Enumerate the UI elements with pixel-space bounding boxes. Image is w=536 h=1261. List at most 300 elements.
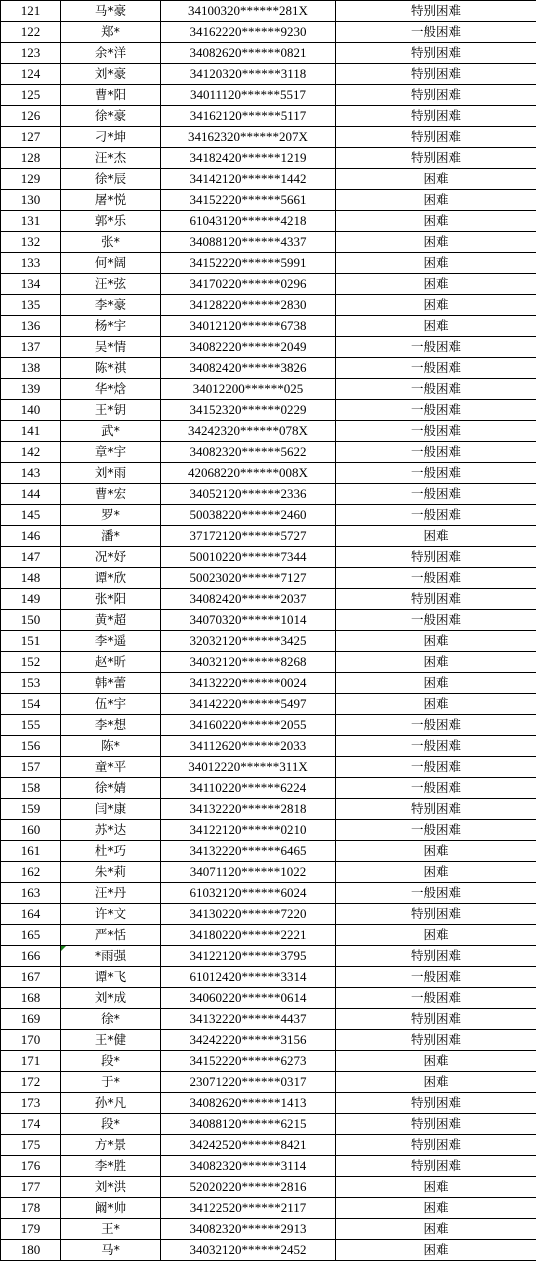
difficulty-level-cell[interactable]: 特别困难 <box>336 946 536 967</box>
name-cell[interactable]: 曹*宏 <box>61 484 161 505</box>
id-number-cell[interactable]: 34180220******2221 <box>161 925 336 946</box>
name-cell[interactable]: 孙*凡 <box>61 1093 161 1114</box>
difficulty-level-cell[interactable]: 特别困难 <box>336 1093 536 1114</box>
table-row <box>1 610 536 631</box>
row-number-cell[interactable]: 155 <box>1 715 61 736</box>
table-row <box>1 274 536 295</box>
table-row <box>1 715 536 736</box>
id-number-cell[interactable]: 34142220******5497 <box>161 694 336 715</box>
difficulty-level-cell[interactable]: 困难 <box>336 1177 536 1198</box>
name-cell[interactable]: 郑* <box>61 22 161 43</box>
id-number-cell[interactable]: 42068220******008X <box>161 463 336 484</box>
table-row <box>1 1 536 22</box>
row-number-cell[interactable]: 131 <box>1 211 61 232</box>
id-number-cell[interactable]: 34128220******2830 <box>161 295 336 316</box>
id-number-cell[interactable]: 50038220******2460 <box>161 505 336 526</box>
name-cell[interactable]: 苏*达 <box>61 820 161 841</box>
table-row <box>1 232 536 253</box>
id-number-cell[interactable]: 34032120******8268 <box>161 652 336 673</box>
row-number-cell[interactable]: 148 <box>1 568 61 589</box>
table-row <box>1 505 536 526</box>
difficulty-level-cell[interactable]: 一般困难 <box>336 484 536 505</box>
id-number-cell[interactable]: 34162220******9230 <box>161 22 336 43</box>
difficulty-level-cell[interactable]: 一般困难 <box>336 715 536 736</box>
row-number-cell[interactable]: 179 <box>1 1219 61 1240</box>
table-row <box>1 820 536 841</box>
difficulty-level-cell[interactable]: 一般困难 <box>336 883 536 904</box>
id-number-cell[interactable]: 34170220******0296 <box>161 274 336 295</box>
row-number-cell[interactable]: 157 <box>1 757 61 778</box>
difficulty-level-cell[interactable]: 困难 <box>336 694 536 715</box>
table-row <box>1 1051 536 1072</box>
table-row <box>1 190 536 211</box>
difficulty-level-cell[interactable]: 困难 <box>336 862 536 883</box>
id-number-cell[interactable]: 61012420******3314 <box>161 967 336 988</box>
table-row <box>1 946 536 967</box>
name-cell[interactable]: 况*妤 <box>61 547 161 568</box>
name-cell[interactable]: 李*遥 <box>61 631 161 652</box>
row-number-cell[interactable]: 136 <box>1 316 61 337</box>
name-cell[interactable]: 罗* <box>61 505 161 526</box>
id-number-cell[interactable]: 34012200******025 <box>161 379 336 400</box>
id-number-cell[interactable]: 34122520******2117 <box>161 1198 336 1219</box>
id-number-cell[interactable]: 34088120******6215 <box>161 1114 336 1135</box>
name-cell[interactable]: 谭*欣 <box>61 568 161 589</box>
id-number-cell[interactable]: 23071220******0317 <box>161 1072 336 1093</box>
table-row <box>1 757 536 778</box>
table-row <box>1 1030 536 1051</box>
row-number-cell[interactable]: 122 <box>1 22 61 43</box>
name-cell[interactable]: 刘*洪 <box>61 1177 161 1198</box>
difficulty-level-cell[interactable]: 特别困难 <box>336 589 536 610</box>
name-cell[interactable]: 何*阔 <box>61 253 161 274</box>
name-cell[interactable]: 华*焓 <box>61 379 161 400</box>
table-row <box>1 106 536 127</box>
difficulty-level-cell[interactable]: 一般困难 <box>336 988 536 1009</box>
id-number-cell[interactable]: 34242320******078X <box>161 421 336 442</box>
row-number-cell[interactable]: 125 <box>1 85 61 106</box>
name-cell[interactable]: 潘* <box>61 526 161 547</box>
name-cell[interactable]: 伍*宇 <box>61 694 161 715</box>
row-number-cell[interactable]: 166 <box>1 946 61 967</box>
row-number-cell[interactable]: 169 <box>1 1009 61 1030</box>
difficulty-level-cell[interactable]: 困难 <box>336 1072 536 1093</box>
difficulty-level-cell[interactable]: 特别困难 <box>336 85 536 106</box>
id-number-cell[interactable]: 34152220******5991 <box>161 253 336 274</box>
difficulty-level-cell[interactable]: 一般困难 <box>336 967 536 988</box>
difficulty-level-cell[interactable]: 特别困难 <box>336 1156 536 1177</box>
row-number-cell[interactable]: 128 <box>1 148 61 169</box>
table-row <box>1 211 536 232</box>
table-row <box>1 904 536 925</box>
id-number-cell[interactable]: 34112620******2033 <box>161 736 336 757</box>
name-cell[interactable]: *雨强 <box>61 946 161 967</box>
table-row <box>1 1177 536 1198</box>
id-number-cell[interactable]: 34052120******2336 <box>161 484 336 505</box>
table-row <box>1 442 536 463</box>
row-number-cell[interactable]: 165 <box>1 925 61 946</box>
id-number-cell[interactable]: 34032120******2452 <box>161 1240 336 1261</box>
difficulty-level-cell[interactable]: 特别困难 <box>336 904 536 925</box>
id-number-cell[interactable]: 34082420******2037 <box>161 589 336 610</box>
difficulty-level-cell[interactable]: 一般困难 <box>336 505 536 526</box>
name-cell[interactable]: 方*景 <box>61 1135 161 1156</box>
difficulty-level-cell[interactable]: 困难 <box>336 295 536 316</box>
id-number-cell[interactable]: 34162320******207X <box>161 127 336 148</box>
name-cell[interactable]: 武* <box>61 421 161 442</box>
name-cell[interactable]: 刘*成 <box>61 988 161 1009</box>
row-number-cell[interactable]: 158 <box>1 778 61 799</box>
table-row <box>1 526 536 547</box>
difficulty-level-cell[interactable]: 特别困难 <box>336 1 536 22</box>
table-row <box>1 547 536 568</box>
row-number-cell[interactable]: 161 <box>1 841 61 862</box>
id-number-cell[interactable]: 34182420******1219 <box>161 148 336 169</box>
name-cell[interactable]: 于* <box>61 1072 161 1093</box>
row-number-cell[interactable]: 159 <box>1 799 61 820</box>
row-number-cell[interactable]: 176 <box>1 1156 61 1177</box>
row-number-cell[interactable]: 123 <box>1 43 61 64</box>
difficulty-level-cell[interactable]: 特别困难 <box>336 64 536 85</box>
difficulty-level-cell[interactable]: 特别困难 <box>336 799 536 820</box>
difficulty-level-cell[interactable]: 一般困难 <box>336 358 536 379</box>
row-number-cell[interactable]: 167 <box>1 967 61 988</box>
id-number-cell[interactable]: 34120320******3118 <box>161 64 336 85</box>
id-number-cell[interactable]: 34012120******6738 <box>161 316 336 337</box>
difficulty-level-cell[interactable]: 困难 <box>336 631 536 652</box>
table-row <box>1 337 536 358</box>
difficulty-level-cell[interactable]: 特别困难 <box>336 1009 536 1030</box>
id-number-cell[interactable]: 34132220******2818 <box>161 799 336 820</box>
name-cell[interactable]: 严*恬 <box>61 925 161 946</box>
difficulty-level-cell[interactable]: 一般困难 <box>336 778 536 799</box>
id-number-cell[interactable]: 34070320******1014 <box>161 610 336 631</box>
table-row <box>1 400 536 421</box>
name-cell[interactable]: 刁*坤 <box>61 127 161 148</box>
row-number-cell[interactable]: 172 <box>1 1072 61 1093</box>
difficulty-level-cell[interactable]: 困难 <box>336 841 536 862</box>
difficulty-level-cell[interactable]: 困难 <box>336 652 536 673</box>
difficulty-level-cell[interactable]: 特别困难 <box>336 43 536 64</box>
difficulty-level-cell[interactable]: 一般困难 <box>336 22 536 43</box>
name-cell[interactable]: 李*胜 <box>61 1156 161 1177</box>
difficulty-level-cell[interactable]: 特别困难 <box>336 148 536 169</box>
table-row <box>1 652 536 673</box>
name-cell[interactable]: 段* <box>61 1051 161 1072</box>
difficulty-level-cell[interactable]: 一般困难 <box>336 400 536 421</box>
name-cell[interactable]: 阚*帅 <box>61 1198 161 1219</box>
difficulty-level-cell[interactable]: 困难 <box>336 526 536 547</box>
id-number-cell[interactable]: 34082220******2049 <box>161 337 336 358</box>
table-row <box>1 1156 536 1177</box>
row-number-cell[interactable]: 132 <box>1 232 61 253</box>
id-number-cell[interactable]: 34082620******1413 <box>161 1093 336 1114</box>
id-number-cell[interactable]: 34082620******0821 <box>161 43 336 64</box>
id-number-cell[interactable]: 34071120******1022 <box>161 862 336 883</box>
row-number-cell[interactable]: 153 <box>1 673 61 694</box>
difficulty-level-cell[interactable]: 困难 <box>336 316 536 337</box>
difficulty-level-cell[interactable]: 困难 <box>336 673 536 694</box>
name-cell[interactable]: 张* <box>61 232 161 253</box>
id-number-cell[interactable]: 34132220******0024 <box>161 673 336 694</box>
row-number-cell[interactable]: 170 <box>1 1030 61 1051</box>
id-number-cell[interactable]: 34012220******311X <box>161 757 336 778</box>
difficulty-level-cell[interactable]: 一般困难 <box>336 463 536 484</box>
table-row <box>1 148 536 169</box>
table-row <box>1 169 536 190</box>
row-number-cell[interactable]: 139 <box>1 379 61 400</box>
table-row <box>1 925 536 946</box>
row-number-cell[interactable]: 144 <box>1 484 61 505</box>
table-row <box>1 568 536 589</box>
table-row <box>1 841 536 862</box>
name-cell[interactable]: 余*洋 <box>61 43 161 64</box>
table-row <box>1 22 536 43</box>
table-row <box>1 127 536 148</box>
name-cell[interactable]: 张*阳 <box>61 589 161 610</box>
difficulty-level-cell[interactable]: 特别困难 <box>336 106 536 127</box>
name-cell[interactable]: 杨*宇 <box>61 316 161 337</box>
table-row <box>1 1009 536 1030</box>
difficulty-level-cell[interactable]: 一般困难 <box>336 610 536 631</box>
name-cell[interactable]: 徐*豪 <box>61 106 161 127</box>
name-cell[interactable]: 刘*雨 <box>61 463 161 484</box>
row-number-cell[interactable]: 145 <box>1 505 61 526</box>
difficulty-level-cell[interactable]: 特别困难 <box>336 547 536 568</box>
id-number-cell[interactable]: 34082320******2913 <box>161 1219 336 1240</box>
table-row <box>1 358 536 379</box>
table-row <box>1 1072 536 1093</box>
row-number-cell[interactable]: 171 <box>1 1051 61 1072</box>
difficulty-level-cell[interactable]: 困难 <box>336 1051 536 1072</box>
name-cell[interactable]: 赵*昕 <box>61 652 161 673</box>
difficulty-level-cell[interactable]: 一般困难 <box>336 820 536 841</box>
table-row <box>1 1114 536 1135</box>
difficulty-level-cell[interactable]: 困难 <box>336 232 536 253</box>
row-number-cell[interactable]: 141 <box>1 421 61 442</box>
difficulty-level-cell[interactable]: 一般困难 <box>336 568 536 589</box>
table-row <box>1 1219 536 1240</box>
name-cell[interactable]: 陈*祺 <box>61 358 161 379</box>
name-cell[interactable]: 徐* <box>61 1009 161 1030</box>
table-body <box>1 1 536 1261</box>
name-cell[interactable]: 曹*阳 <box>61 85 161 106</box>
row-number-cell[interactable]: 149 <box>1 589 61 610</box>
id-number-cell[interactable]: 34152220******6273 <box>161 1051 336 1072</box>
table-row <box>1 379 536 400</box>
table-row <box>1 463 536 484</box>
name-cell[interactable]: 屠*悦 <box>61 190 161 211</box>
table-row <box>1 694 536 715</box>
row-number-cell[interactable]: 175 <box>1 1135 61 1156</box>
row-number-cell[interactable]: 163 <box>1 883 61 904</box>
id-number-cell[interactable]: 34130220******7220 <box>161 904 336 925</box>
table-row <box>1 631 536 652</box>
id-number-cell[interactable]: 34122120******3795 <box>161 946 336 967</box>
name-cell[interactable]: 闫*康 <box>61 799 161 820</box>
id-number-cell[interactable]: 34162120******5117 <box>161 106 336 127</box>
table-row <box>1 673 536 694</box>
id-number-cell[interactable]: 32032120******3425 <box>161 631 336 652</box>
row-number-cell[interactable]: 164 <box>1 904 61 925</box>
id-number-cell[interactable]: 34088120******4337 <box>161 232 336 253</box>
name-cell[interactable]: 段* <box>61 1114 161 1135</box>
difficulty-level-cell[interactable]: 困难 <box>336 190 536 211</box>
row-number-cell[interactable]: 147 <box>1 547 61 568</box>
name-cell[interactable]: 杜*巧 <box>61 841 161 862</box>
id-number-cell[interactable]: 61043120******4218 <box>161 211 336 232</box>
name-cell[interactable]: 马* <box>61 1240 161 1261</box>
name-cell[interactable]: 王*钥 <box>61 400 161 421</box>
table-row <box>1 1093 536 1114</box>
id-number-cell[interactable]: 34100320******281X <box>161 1 336 22</box>
row-number-cell[interactable]: 124 <box>1 64 61 85</box>
row-number-cell[interactable]: 130 <box>1 190 61 211</box>
row-number-cell[interactable]: 140 <box>1 400 61 421</box>
row-number-cell[interactable]: 146 <box>1 526 61 547</box>
difficulty-level-cell[interactable]: 困难 <box>336 1219 536 1240</box>
difficulty-level-cell[interactable]: 一般困难 <box>336 421 536 442</box>
table-row <box>1 1135 536 1156</box>
name-cell[interactable]: 童*平 <box>61 757 161 778</box>
row-number-cell[interactable]: 173 <box>1 1093 61 1114</box>
name-cell[interactable]: 李*豪 <box>61 295 161 316</box>
name-cell[interactable]: 徐*辰 <box>61 169 161 190</box>
row-number-cell[interactable]: 178 <box>1 1198 61 1219</box>
table-row <box>1 778 536 799</box>
table-row <box>1 799 536 820</box>
id-number-cell[interactable]: 34152320******0229 <box>161 400 336 421</box>
name-cell[interactable]: 郭*乐 <box>61 211 161 232</box>
name-cell[interactable]: 许*文 <box>61 904 161 925</box>
name-cell[interactable]: 陈* <box>61 736 161 757</box>
id-number-cell[interactable]: 52020220******2816 <box>161 1177 336 1198</box>
row-number-cell[interactable]: 151 <box>1 631 61 652</box>
id-number-cell[interactable]: 34242220******3156 <box>161 1030 336 1051</box>
name-cell[interactable]: 马*豪 <box>61 1 161 22</box>
row-number-cell[interactable]: 129 <box>1 169 61 190</box>
table-row <box>1 295 536 316</box>
id-number-cell[interactable]: 61032120******6024 <box>161 883 336 904</box>
difficulty-level-cell[interactable]: 一般困难 <box>336 379 536 400</box>
difficulty-level-cell[interactable]: 一般困难 <box>336 337 536 358</box>
name-cell[interactable]: 刘*豪 <box>61 64 161 85</box>
name-cell[interactable]: 吴*情 <box>61 337 161 358</box>
row-number-cell[interactable]: 168 <box>1 988 61 1009</box>
name-cell[interactable]: 朱*莉 <box>61 862 161 883</box>
table-row <box>1 967 536 988</box>
id-number-cell[interactable]: 34122120******0210 <box>161 820 336 841</box>
table-row <box>1 589 536 610</box>
difficulty-level-cell[interactable]: 困难 <box>336 211 536 232</box>
id-number-cell[interactable]: 34082420******3826 <box>161 358 336 379</box>
row-number-cell[interactable]: 135 <box>1 295 61 316</box>
difficulty-level-cell[interactable]: 困难 <box>336 925 536 946</box>
table-row <box>1 883 536 904</box>
id-number-cell[interactable]: 34142120******1442 <box>161 169 336 190</box>
row-number-cell[interactable]: 137 <box>1 337 61 358</box>
name-cell[interactable]: 汪*杰 <box>61 148 161 169</box>
difficulty-level-cell[interactable]: 特别困难 <box>336 1030 536 1051</box>
id-number-cell[interactable]: 34160220******2055 <box>161 715 336 736</box>
row-number-cell[interactable]: 177 <box>1 1177 61 1198</box>
name-cell[interactable]: 徐*婧 <box>61 778 161 799</box>
row-number-cell[interactable]: 180 <box>1 1240 61 1261</box>
difficulty-level-cell[interactable]: 困难 <box>336 169 536 190</box>
id-number-cell[interactable]: 34110220******6224 <box>161 778 336 799</box>
difficulty-level-cell[interactable]: 困难 <box>336 1198 536 1219</box>
id-number-cell[interactable]: 50010220******7344 <box>161 547 336 568</box>
row-number-cell[interactable]: 134 <box>1 274 61 295</box>
row-number-cell[interactable]: 160 <box>1 820 61 841</box>
difficulty-level-cell[interactable]: 特别困难 <box>336 1135 536 1156</box>
table-row <box>1 85 536 106</box>
table-row <box>1 484 536 505</box>
name-cell[interactable]: 李*想 <box>61 715 161 736</box>
row-number-cell[interactable]: 133 <box>1 253 61 274</box>
difficulty-level-cell[interactable]: 一般困难 <box>336 736 536 757</box>
table-row <box>1 64 536 85</box>
row-number-cell[interactable]: 126 <box>1 106 61 127</box>
name-cell[interactable]: 王*健 <box>61 1030 161 1051</box>
name-cell[interactable]: 王* <box>61 1219 161 1240</box>
table-row <box>1 1198 536 1219</box>
difficulty-level-cell[interactable]: 困难 <box>336 253 536 274</box>
row-number-cell[interactable]: 143 <box>1 463 61 484</box>
id-number-cell[interactable]: 50023020******7127 <box>161 568 336 589</box>
row-number-cell[interactable]: 174 <box>1 1114 61 1135</box>
row-number-cell[interactable]: 152 <box>1 652 61 673</box>
id-number-cell[interactable]: 37172120******5727 <box>161 526 336 547</box>
table-row <box>1 43 536 64</box>
row-number-cell[interactable]: 154 <box>1 694 61 715</box>
difficulty-level-cell[interactable]: 困难 <box>336 274 536 295</box>
id-number-cell[interactable]: 34132220******4437 <box>161 1009 336 1030</box>
row-number-cell[interactable]: 121 <box>1 1 61 22</box>
table-row <box>1 316 536 337</box>
name-cell[interactable]: 黄*超 <box>61 610 161 631</box>
difficulty-level-cell[interactable]: 一般困难 <box>336 442 536 463</box>
row-number-cell[interactable]: 142 <box>1 442 61 463</box>
table-row <box>1 862 536 883</box>
name-cell[interactable]: 汪*弦 <box>61 274 161 295</box>
id-number-cell[interactable]: 34082320******3114 <box>161 1156 336 1177</box>
row-number-cell[interactable]: 138 <box>1 358 61 379</box>
row-number-cell[interactable]: 162 <box>1 862 61 883</box>
table-row <box>1 421 536 442</box>
row-number-cell[interactable]: 150 <box>1 610 61 631</box>
difficulty-level-cell[interactable]: 特别困难 <box>336 127 536 148</box>
id-number-cell[interactable]: 34011120******5517 <box>161 85 336 106</box>
table-row <box>1 253 536 274</box>
name-cell[interactable]: 谭*飞 <box>61 967 161 988</box>
id-number-cell[interactable]: 34152220******5661 <box>161 190 336 211</box>
id-number-cell[interactable]: 34242520******8421 <box>161 1135 336 1156</box>
difficulty-level-cell[interactable]: 一般困难 <box>336 757 536 778</box>
row-number-cell[interactable]: 156 <box>1 736 61 757</box>
id-number-cell[interactable]: 34060220******0614 <box>161 988 336 1009</box>
difficulty-level-cell[interactable]: 特别困难 <box>336 1114 536 1135</box>
name-cell[interactable]: 汪*丹 <box>61 883 161 904</box>
id-number-cell[interactable]: 34132220******6465 <box>161 841 336 862</box>
table-row <box>1 988 536 1009</box>
table-row <box>1 736 536 757</box>
id-number-cell[interactable]: 34082320******5622 <box>161 442 336 463</box>
difficulty-level-cell[interactable]: 困难 <box>336 1240 536 1261</box>
name-cell[interactable]: 章*宇 <box>61 442 161 463</box>
name-cell[interactable]: 韩*蕾 <box>61 673 161 694</box>
row-number-cell[interactable]: 127 <box>1 127 61 148</box>
